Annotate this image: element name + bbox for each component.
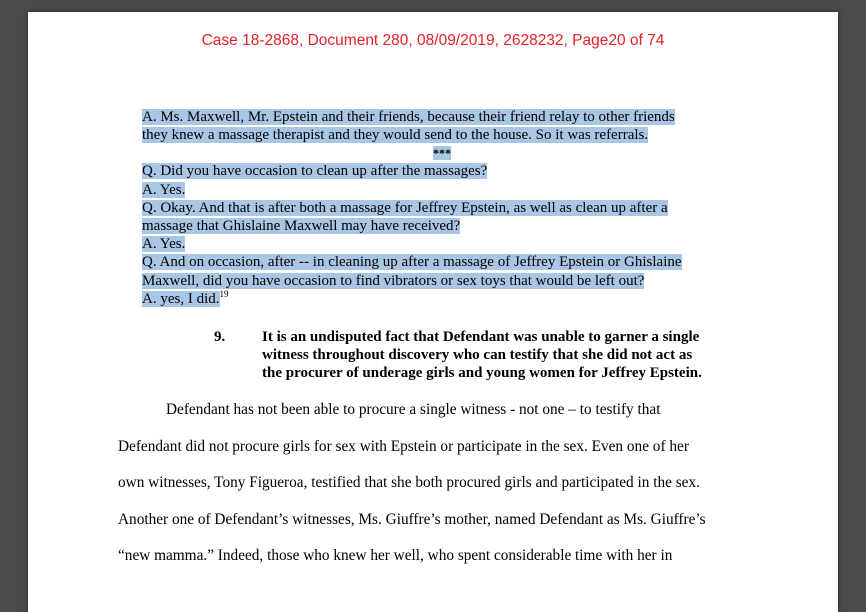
body-paragraph [118, 400, 758, 583]
section-heading-text [262, 328, 742, 382]
body-line[interactable]: own witnesses, Tony Figueroa, testified that she both procured girls and participated in the sex. [118, 474, 700, 491]
body-line[interactable]: “new mamma.” Indeed, those who knew her well, who spent considerable time with her in [118, 547, 673, 564]
body-line[interactable]: Defendant has not been able to procure a single witness - not one – to testify that [166, 401, 661, 418]
section-break-asterisks[interactable]: *** [433, 146, 451, 161]
quote-line[interactable]: A. yes, I did.$^{19}$ [142, 288, 229, 307]
quote-line[interactable]: Q. Did you have occasion to clean up after the massages? [142, 163, 488, 180]
body-line[interactable]: Defendant did not procure girls for sex with Epstein or participate in the sex. Even one of her [118, 437, 689, 455]
quote-line[interactable]: Q. Okay. And that is after both a massage for Jeffrey Epstein, as well as clean up after a [142, 199, 668, 216]
quote-line[interactable]: massage that Ghislaine Maxwell may have received? [142, 218, 461, 235]
quote-line[interactable]: they knew a massage therapist and they would send to the house. So it was referrals. [142, 127, 649, 144]
quote-line[interactable]: Q. And on occasion, after -- in cleaning up after a massage of Jeffrey Epstein or Ghislaine [142, 254, 682, 271]
quote-line[interactable]: A. Ms. Maxwell, Mr. Epstein and their friends, because their friend relay to other friends [142, 109, 675, 125]
section-number: 9. [214, 329, 226, 345]
heading-line[interactable]: witness throughout discovery who can testify that she did not act as [262, 347, 693, 363]
quote-line[interactable]: A. Yes. [142, 181, 186, 198]
footnote-reference[interactable]: 19 [219, 288, 229, 299]
body-line[interactable]: Another one of Defendant’s witnesses, Ms. Giuffre’s mother, named Defendant as Ms. Giuffre’s [118, 510, 706, 528]
case-header: Case 18-2868, Document 280, 08/09/2019, 2628232, Page20 of 74 [201, 32, 665, 49]
quote-line[interactable]: Maxwell, did you have occasion to find vibrators or sex toys that would be left out? [142, 272, 645, 289]
quote-line[interactable]: A. Yes. [142, 236, 186, 253]
heading-line[interactable]: It is an undisputed fact that Defendant was unable to garner a single [262, 329, 700, 345]
document-page [28, 12, 838, 612]
heading-line[interactable]: the procurer of underage girls and young women for Jeffrey Epstein. [262, 365, 702, 381]
deposition-excerpt [142, 108, 742, 308]
